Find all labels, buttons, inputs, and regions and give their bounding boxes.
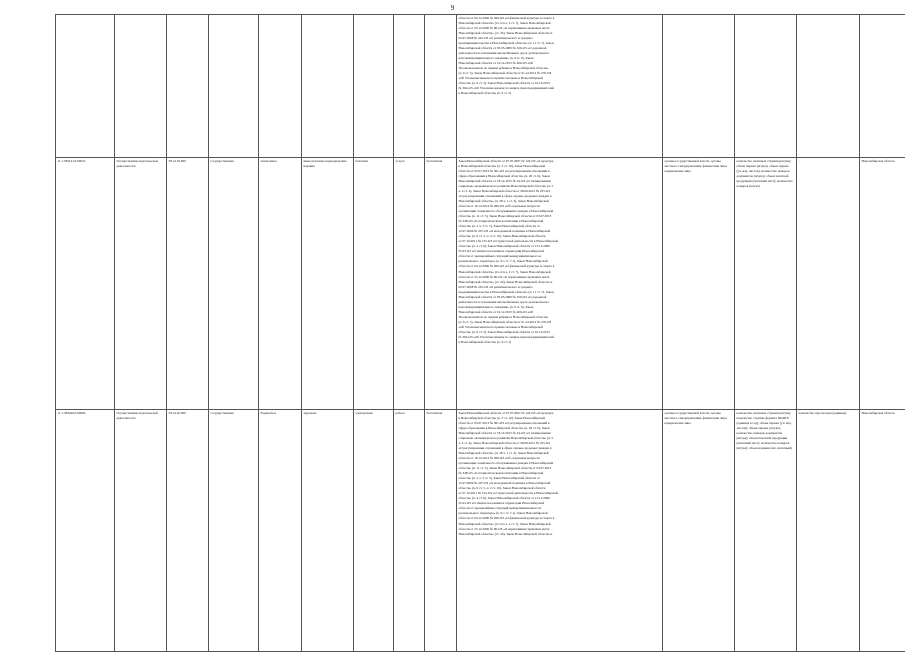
cell-consumers: [663, 15, 735, 158]
cell-institution-kind: автономное: [259, 158, 302, 410]
cell-territory: Новосибирская область: [860, 410, 905, 652]
cell-quality-indicators: [797, 15, 860, 158]
registry-table: [55, 14, 905, 652]
cell-consumers: органы государственной власти, органы местного самоуправления, физические лица, юридические лица: [663, 158, 735, 410]
cell-payment: бесплатная: [425, 158, 457, 410]
cell-content: [302, 15, 354, 158]
cell-content: журналы: [302, 410, 354, 652]
cell-format: работа: [394, 410, 425, 652]
cell-registry-number: 11.1.584420.0.00004: [56, 410, 115, 652]
table-row: [56, 410, 905, 652]
cell-payment: [425, 15, 457, 158]
page-number: 9: [0, 4, 905, 13]
cell-quality-indicators: -: [797, 158, 860, 410]
cell-registry-number: 11.1.584191.0.00022: [56, 158, 115, 410]
cell-service-name: Осуществление издательской деятельности: [115, 410, 167, 652]
cell-format: услуга: [394, 158, 425, 410]
cell-volume-indicators: количество печатных страниц (штука); объем тиража (штука); объем тиража (уч. изд. листов); количество номеров документов (штука); объем печатной продукции (печатный лист); количество номеров (штука): [735, 158, 797, 410]
cell-service-type: [209, 15, 259, 158]
cell-quality-indicators: количество просмотров (единица): [797, 410, 860, 652]
table-row: [56, 158, 905, 410]
cell-institution-kind: [259, 15, 302, 158]
cell-legal-basis: Закон Новосибирской области от 07.07.2007 № 124-ОЗ «О культуре в Новосибирской области» (п. 3 ст. 10), Закон Новосибирской области от 05.07.2013 № 361-ОЗ «О регулировании отношений в сфере образования в Новосибирской области» (п. 26 ст. 6), Закон Новосибирской области от 18.12.2015 № 24-ОЗ «О планировании социально-экономического развития Новосибирской области» (п. 5 ч. 4 ст. 4), Закон Новосибирской области от 28.09.2012 № 255-ОЗ «О регулировании отношений в сфере охраны здоровья граждан в Новосибирской области» (п. 28 ч. 1 ст. 3), Закон Новосибирской области от 16.12.2014 № 499-ОЗ «Об отдельных вопросах организации социального обслуживания граждан в Новосибирской области» (п. 11 ст. 5), Закон Новосибирской области от 03.07.2013 № 348-ОЗ «О патриотическом воспитании в Новосибирской области» (п. 2 ч. 3 ст. 5), Закон Новосибирской области от 12.07.2004 № 207-ОЗ «О молодежной политике в Новосибирской области» (п. 6 ст. 5, п. 2 ст. 10), Закон Новосибирской области от 07.10.2011 № 135-ОЗ «О туристской деятельности в Новосибирской области» (п. 4 ст. 6), Закон Новосибирской области от 13.12.2006 № 63-ОЗ «О защите населения и территории Новосибирской области от чрезвычайных ситуаций межмуниципального и регионального характера» (п. 9.1 ст. 7.1), Закон Новосибирской области от 04.12.2006 № 269-ОЗ «О физической культуре и спорте в Новосибирской области» (гл. п/п а. 2 ст. 7), Закон Новосибирской области от 25.12.2006 № 90-ОЗ «О нормативных правовых актах Новосибирской области» (ст. 20), Закон Новосибирской области от: [457, 410, 663, 652]
cell-okved-code: [167, 15, 209, 158]
cell-legal-basis: областн от 04.12.2006 № 269-ОЗ «О физической культуре и спорте в Новосибирской области» (гл. п/п а. 2 ст. 7), Закон Новосибирской области от 25.12.2006 № 90-ОЗ «О нормативных правовых актах Новосибирской области» (ст. 20), Закон Новосибирской области от 02.07.2008 № 245-ОЗ «О развитии малого и среднего предпринимательства в Новосибирской области» (п. 11 ст. 7), Закон Новосибирской области от 05.05.2009 № 320-ОЗ «О дорожной деятельности в отношении автомобильных дорог регионального или межмуниципального значения» (п. 9 ст. 6), Закон Новосибирской области от 10.12.2013 № 400-ОЗ «Об Уполномоченном по правам ребенка в Новосибирской области» (п. 6 ст. 5), Закон Новосибирской области от 01.12.2012 № 270-ОЗ «Об Уполномоченном по правам человека в Новосибирской области» (п. 6 ст. 5), Закон Новосибирской области от 01.10.2013 № 364-ОЗ «Об Уполномоченном по защите прав предпринимателей в Новосибирской области» (п. 6 ст. 5): [457, 15, 663, 158]
cell-service-name: [115, 15, 167, 158]
cell-form: [354, 15, 394, 158]
cell-format: [394, 15, 425, 158]
cell-okved-code: 58.14.19.000: [167, 158, 209, 410]
cell-service-name: Осуществление издательской деятельности: [115, 158, 167, 410]
cell-form: печатная: [354, 158, 394, 410]
cell-content: иные печатные периодические издания: [302, 158, 354, 410]
cell-consumers: органы государственной власти, органы местного самоуправления, физические лица, юридические лица: [663, 410, 735, 652]
cell-payment: бесплатная: [425, 410, 457, 652]
cell-volume-indicators: [735, 15, 797, 158]
cell-territory: Новосибирская область: [860, 158, 905, 410]
cell-form: электронная: [354, 410, 394, 652]
cell-volume-indicators: количество печатных страниц (штука); количество страниц формата 60х90/8 (единица в год); объем тиража (уч. изд. листов); объем тиража (штука); количество номеров документов (штука); объем печатной продукции (печатный лист); количество номеров (штука); объем издания (авт. печатный): [735, 410, 797, 652]
cell-service-type: государственная: [209, 410, 259, 652]
cell-okved-code: 58.14.20.000: [167, 410, 209, 652]
cell-registry-number: [56, 15, 115, 158]
cell-legal-basis: Закон Новосибирской области от 07.07.2007 № 124-ОЗ «О культуре в Новосибирской области» (п. 3 ст. 10), Закон Новосибирской области от 05.07.2013 № 361-ОЗ «О регулировании отношений в сфере образования в Новосибирской области» (п. 26 ст. 6), Закон Новосибирской области от 18.12.2015 № 24-ОЗ «О планировании социально-экономического развития Новосибирской области» (п. 5 ч. 4 ст. 4), Закон Новосибирской области от 28.09.2012 № 255-ОЗ «О регулировании отношений в сфере охраны здоровья граждан в Новосибирской области» (п. 28 ч. 1 ст. 3), Закон Новосибирской области от 16.12.2014 № 499-ОЗ «Об отдельных вопросах организации социального обслуживания граждан в Новосибирской области» (п. 11 ст. 5), Закон Новосибирской области от 03.07.2013 № 348-ОЗ «О патриотическом воспитании в Новосибирской области» (п. 2 ч. 3 ст. 5), Закон Новосибирской области от 12.07.2004 № 207-ОЗ «О молодежной политике в Новосибирской области» (п. 6 ст. 5, п. 2 ст. 10), Закон Новосибирской области от 07.10.2011 № 135-ОЗ «О туристской деятельности в Новосибирской области» (п. 4 ст. 6), Закон Новосибирской области от 13.12.2006 № 63-ОЗ «О защите населения и территории Новосибирской области от чрезвычайных ситуаций межмуниципального и регионального характера» (п. 9.1 ст. 7.1), Закон Новосибирской области от 04.12.2006 № 269-ОЗ «О физической культуре и спорте в Новосибирской области» (гл. п/п а. 2 ст. 7), Закон Новосибирской области от 25.12.2006 № 90-ОЗ «О нормативных правовых актах Новосибирской области» (ст. 20), Закон Новосибирской области от 02.07.2008 № 245-ОЗ «О развитии малого и среднего предпринимательства в Новосибирской области» (п. 11 ст. 7), Закон Новосибирской области от 05.05.2009 № 320-ОЗ «О дорожной деятельности в отношении автомобильных дорог регионального или межмуниципального значения» (п. 9 ст. 6), Закон Новосибирской области от 10.12.2013 № 400-ОЗ «Об Уполномоченном по правам ребенка в Новосибирской области» (п. 6 ст. 5), Закон Новосибирской области от 01.12.2012 № 270-ОЗ «Об Уполномоченном по правам человека в Новосибирской области» (п. 6 ст. 5), Закон Новосибирской области от 01.10.2013 № 364-ОЗ «Об Уполномоченном по защите прав предпринимателей в Новосибирской области» (п. 6 ст. 5): [457, 158, 663, 410]
cell-service-type: государственная: [209, 158, 259, 410]
cell-territory: [860, 15, 905, 158]
cell-institution-kind: бюджетное: [259, 410, 302, 652]
table-row: [56, 15, 905, 158]
